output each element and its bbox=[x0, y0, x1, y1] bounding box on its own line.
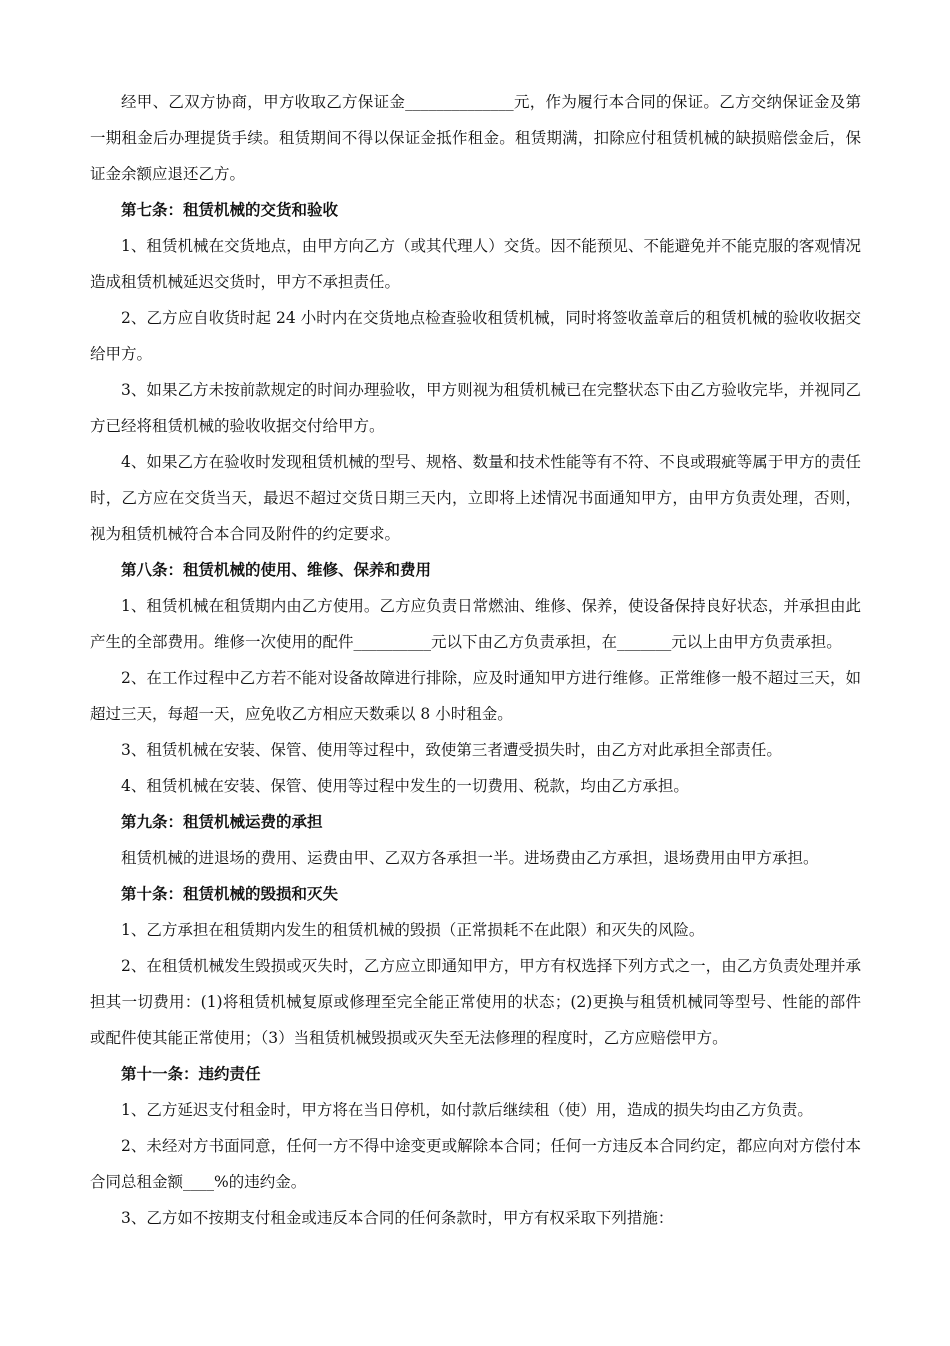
article-9-heading: 第九条：租赁机械运费的承担 bbox=[121, 813, 323, 831]
article-8-clause-4: 4、租赁机械在安装、保管、使用等过程中发生的一切费用、税款，均由乙方承担。 bbox=[121, 777, 689, 795]
article-7-heading: 第七条：租赁机械的交货和验收 bbox=[121, 201, 339, 219]
article-11-clause-1: 1、乙方延迟支付租金时，甲方将在当日停机，如付款后继续租（使）用，造成的损失均由乙方负责。 bbox=[121, 1101, 813, 1119]
article-7-clause-4: 4、如果乙方在验收时发现租赁机械的型号、规格、数量和技术性能等有不符、不良或瑕疵等属于甲方的责任时，乙方应在交货当天，最迟不超过交货日期三天内，立即将上述情况书面通知甲方，由甲方负责处理，否则，视为租赁机械符合本合同及附件的约定要求。 bbox=[90, 453, 861, 543]
article-7-clause-1: 1、租赁机械在交货地点，由甲方向乙方（或其代理人）交货。因不能预见、不能避免并不能克服的客观情况造成租赁机械延迟交货时，甲方不承担责任。 bbox=[90, 237, 861, 291]
article-10-clause-2: 2、在租赁机械发生毁损或灭失时，乙方应立即通知甲方，甲方有权选择下列方式之一，由乙方负责处理并承担其一切费用：(1)将租赁机械复原或修理至完全能正常使用的状态；(2)更换与租赁机械同等型号、性能的部件或配件使其能正常使用；（3）当租赁机械毁损或灭失至无法修理的程度时，乙方应赔偿甲方。 bbox=[90, 957, 861, 1047]
article-11-clause-3: 3、乙方如不按期支付租金或违反本合同的任何条款时，甲方有权采取下列措施： bbox=[121, 1209, 674, 1227]
article-7-clause-2: 2、乙方应自收货时起 24 小时内在交货地点检查验收租赁机械，同时将签收盖章后的租赁机械的验收收据交给甲方。 bbox=[90, 309, 861, 363]
article-10-clause-1: 1、乙方承担在租赁期内发生的租赁机械的毁损（正常损耗不在此限）和灭失的风险。 bbox=[121, 921, 705, 939]
article-11-heading: 第十一条：违约责任 bbox=[121, 1065, 261, 1083]
article-8-heading: 第八条：租赁机械的使用、维修、保养和费用 bbox=[121, 561, 432, 579]
deposit-paragraph: 经甲、乙双方协商，甲方收取乙方保证金______________元，作为履行本合同的保证。乙方交纳保证金及第一期租金后办理提货手续。租赁期间不得以保证金抵作租金。租赁期满，扣除应付租赁机械的缺损赔偿金后，保证金余额应退还乙方。 bbox=[90, 93, 861, 183]
article-10-heading: 第十条：租赁机械的毁损和灭失 bbox=[121, 885, 339, 903]
article-9-body: 租赁机械的进退场的费用、运费由甲、乙双方各承担一半。进场费由乙方承担，退场费用由甲方承担。 bbox=[121, 849, 819, 867]
article-7-clause-3: 3、如果乙方未按前款规定的时间办理验收，甲方则视为租赁机械已在完整状态下由乙方验收完毕，并视同乙方已经将租赁机械的验收收据交付给甲方。 bbox=[90, 381, 861, 435]
article-11-clause-2: 2、未经对方书面同意，任何一方不得中途变更或解除本合同；任何一方违反本合同约定，都应向对方偿付本合同总租金额____%的违约金。 bbox=[90, 1137, 861, 1191]
article-8-clause-1: 1、租赁机械在租赁期内由乙方使用。乙方应负责日常燃油、维修、保养，使设备保持良好状态，并承担由此产生的全部费用。维修一次使用的配件__________元以下由乙方负责承担，在_______元以上由甲方负责承担。 bbox=[90, 597, 861, 651]
article-8-clause-2: 2、在工作过程中乙方若不能对设备故障进行排除，应及时通知甲方进行维修。正常维修一般不超过三天，如超过三天，每超一天，应免收乙方相应天数乘以 8 小时租金。 bbox=[90, 669, 861, 723]
article-8-clause-3: 3、租赁机械在安装、保管、使用等过程中，致使第三者遭受损失时，由乙方对此承担全部责任。 bbox=[121, 741, 782, 759]
